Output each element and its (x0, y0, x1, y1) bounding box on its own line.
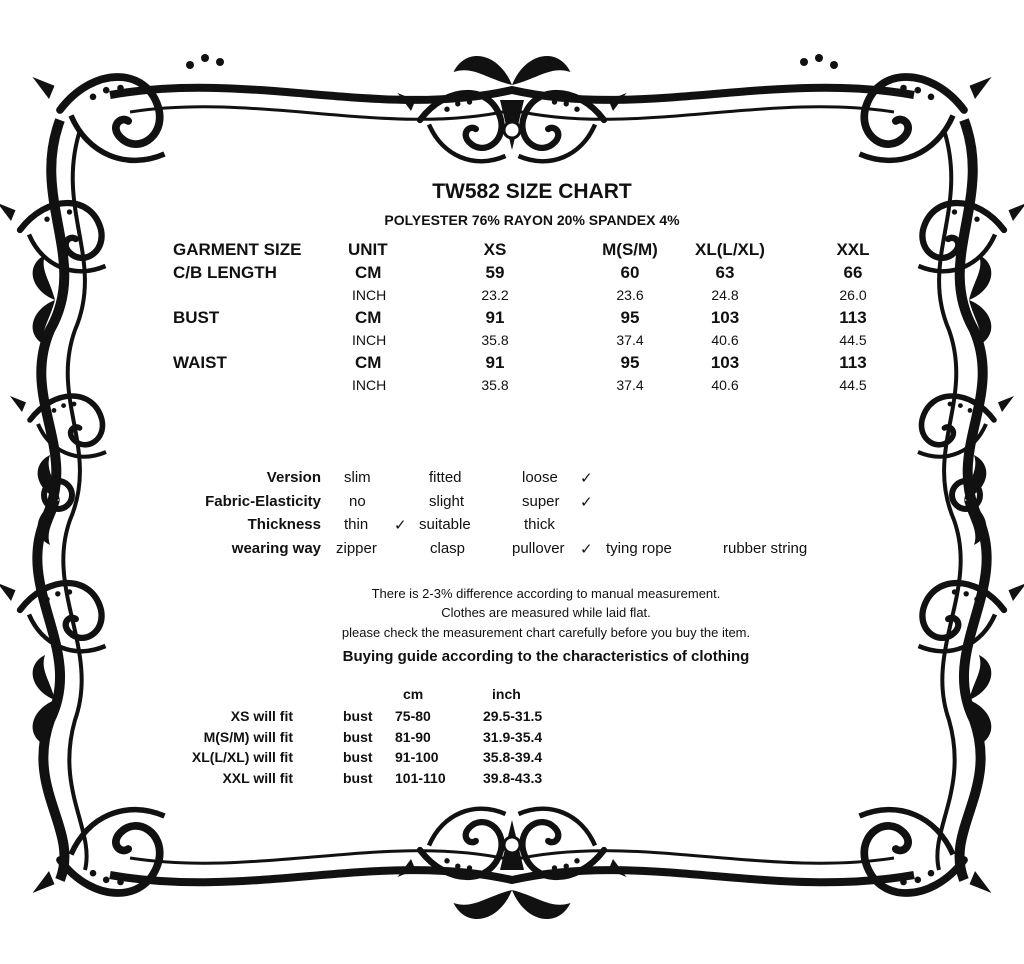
guide-row-cm: 101-110 (395, 770, 446, 786)
table-cell: 113 (839, 353, 867, 372)
attr-label-thickness: Thickness (247, 516, 321, 533)
table-cell: 91 (485, 353, 505, 372)
table-cell: 37.4 (616, 377, 644, 393)
unit-inch: INCH (352, 332, 387, 348)
table-cell: 44.5 (839, 377, 867, 393)
buying-guide-title: Buying guide according to the characteristics of clothing (342, 648, 750, 665)
table-cell: 37.4 (616, 332, 644, 348)
check-mark-icon: ✓ (580, 470, 593, 487)
guide-row-part: bust (343, 729, 373, 745)
table-cell: 91 (485, 308, 505, 327)
check-mark-icon: ✓ (580, 541, 593, 558)
unit-cm: CM (355, 263, 382, 282)
table-cell: 44.5 (839, 332, 867, 348)
option-fitted: fitted (429, 469, 462, 486)
option-super: super (522, 493, 560, 510)
attr-label-fabric-elasticity: Fabric-Elasticity (205, 493, 321, 510)
row-label-cb-length: C/B LENGTH (173, 263, 277, 282)
guide-row-part: bust (343, 749, 373, 765)
table-cell: 26.0 (839, 287, 867, 303)
note-check-chart: please check the measurement chart carefully before you buy the item. (341, 625, 751, 640)
guide-row-part: bust (343, 708, 373, 724)
table-cell: 24.8 (711, 287, 739, 303)
header-garment-size: GARMENT SIZE (173, 240, 302, 259)
header-xl: XL(L/XL) (695, 240, 765, 259)
table-cell: 40.6 (711, 377, 739, 393)
note-difference: There is 2-3% difference according to manual measurement. (371, 586, 721, 601)
bottom-border-ornament (33, 809, 992, 919)
check-mark-icon: ✓ (394, 517, 407, 534)
table-cell: 35.8 (481, 377, 509, 393)
option-slim: slim (344, 469, 371, 486)
table-cell: 35.8 (481, 332, 509, 348)
option-thick: thick (524, 516, 555, 533)
guide-row-cm: 81-90 (395, 729, 431, 745)
guide-row-cm: 91-100 (395, 749, 439, 765)
unit-cm: CM (355, 308, 382, 327)
guide-row-label: XS will fit (230, 708, 293, 724)
unit-inch: INCH (352, 287, 387, 303)
guide-row-cm: 75-80 (395, 708, 431, 724)
table-cell: 60 (620, 263, 640, 282)
right-border-ornament (918, 120, 1024, 880)
header-unit: UNIT (348, 240, 388, 259)
guide-header-cm: cm (403, 686, 424, 702)
top-border-ornament (33, 54, 992, 161)
table-cell: 23.6 (616, 287, 644, 303)
table-cell: 103 (710, 353, 740, 372)
table-cell: 23.2 (481, 287, 509, 303)
material-composition: POLYESTER 76% RAYON 20% SPANDEX 4% (384, 212, 680, 228)
header-xs: XS (483, 240, 507, 259)
option-zipper: zipper (336, 540, 377, 557)
row-label-waist: WAIST (173, 353, 227, 372)
table-cell: 40.6 (711, 332, 739, 348)
option-slight: slight (429, 493, 465, 510)
header-xxl: XXL (836, 240, 870, 259)
guide-header-inch: inch (492, 686, 521, 702)
row-label-bust: BUST (173, 308, 220, 327)
unit-inch: INCH (352, 377, 387, 393)
table-cell: 59 (485, 263, 505, 282)
check-mark-icon: ✓ (580, 494, 593, 511)
guide-row-inch: 39.8-43.3 (483, 770, 543, 786)
guide-row-inch: 29.5-31.5 (483, 708, 543, 724)
attr-label-version: Version (266, 469, 321, 486)
table-cell: 63 (715, 263, 735, 282)
option-loose: loose (522, 469, 558, 486)
option-clasp: clasp (430, 540, 466, 557)
table-cell: 113 (839, 308, 867, 327)
guide-row-part: bust (343, 770, 373, 786)
table-cell: 103 (710, 308, 740, 327)
unit-cm: CM (355, 353, 382, 372)
option-suitable: suitable (419, 516, 471, 533)
note-laid-flat: Clothes are measured while laid flat. (441, 605, 651, 620)
guide-row-label: XXL will fit (222, 770, 293, 786)
guide-row-label: XL(L/XL) will fit (191, 749, 293, 765)
chart-title: TW582 SIZE CHART (432, 180, 632, 203)
option-no: no (349, 493, 366, 510)
option-tying-rope: tying rope (606, 540, 672, 557)
option-thin: thin (344, 516, 369, 533)
table-cell: 66 (843, 263, 863, 282)
guide-row-inch: 35.8-39.4 (483, 749, 543, 765)
header-m: M(S/M) (602, 240, 658, 259)
guide-row-inch: 31.9-35.4 (483, 729, 543, 745)
guide-row-label: M(S/M) will fit (203, 729, 293, 745)
table-cell: 95 (620, 353, 640, 372)
option-rubber-string: rubber string (723, 540, 808, 557)
table-cell: 95 (620, 308, 640, 327)
left-border-ornament (0, 120, 106, 880)
option-pullover: pullover (512, 540, 565, 557)
attr-label-wearing-way: wearing way (231, 540, 321, 557)
